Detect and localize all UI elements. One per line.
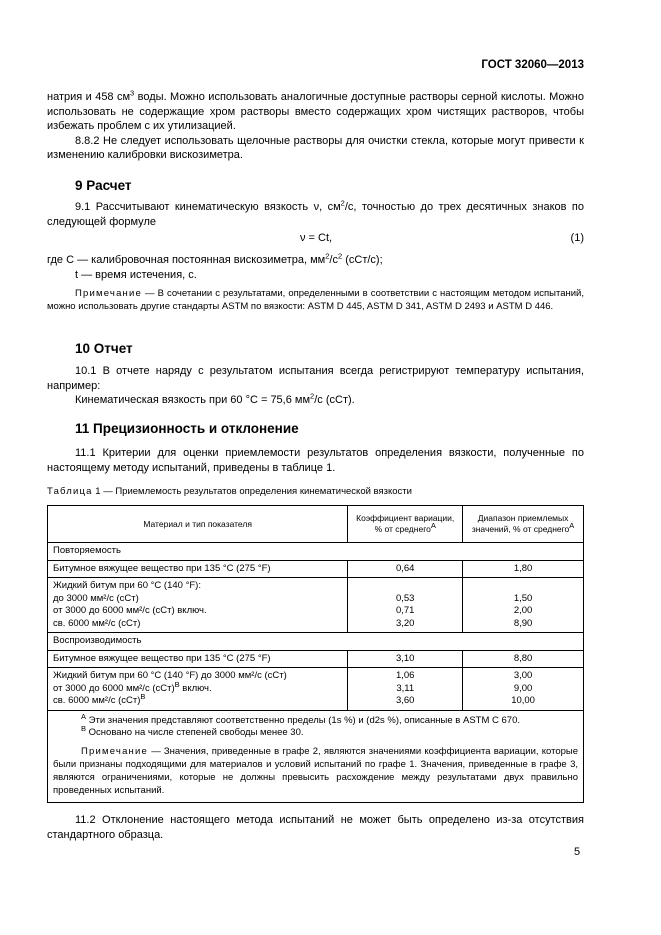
formula-expression: ν = Ct, (300, 232, 333, 244)
page-number: 5 (574, 846, 581, 858)
header-range: Диапазон приемлемых значений, % от среднего$^A$ (463, 506, 584, 543)
section-10-body (47, 364, 584, 408)
table-footnotes (48, 710, 584, 802)
section-11-title: 11 Прецизионность и отклонение (75, 421, 299, 436)
table-group-row (48, 633, 584, 651)
header-material: Материал и тип показателя (48, 506, 348, 543)
section-11-2 (47, 813, 584, 842)
row-variation: 0,53 0,71 3,20 (348, 578, 463, 633)
table-caption: Таблица 1 — Приемлемость результатов определения кинематической вязкости (47, 486, 412, 497)
row-variation: 0,64 (348, 560, 463, 578)
paragraph-11-1: 11.1 Критерии для оценки приемлемости результатов определения вязкости, полученные по настоящему методу испытаний, приведены в таблице 1. (47, 447, 584, 474)
paragraph-10-example: Кинематическая вязкость при 60 °С = 75,6 $мм^2/с$ (сСт). (75, 391, 355, 406)
paragraph-10-1: 10.1 В отчете наряду с результатом испытания всегда регистрируют температуру испытания, например: (47, 365, 584, 392)
reproducibility-label: Воспроизводимость (48, 633, 584, 651)
row-range: 8,80 (463, 650, 584, 668)
where-t: t — время истечения, с. (75, 268, 197, 281)
section-9-body (47, 200, 584, 313)
row-label: Жидкий битум при 60 °С (140 °F) до 3000 мм²/с (сСт) от 3000 до 6000 мм²/с (сСт)$^B$ включ. св. 6000 мм²/с (сСт)$^B$ (48, 668, 348, 711)
footnotes-cell (48, 710, 584, 802)
row-label: Жидкий битум при 60 °С (140 °F): до 3000 мм²/с (сСт) от 3000 до 6000 мм²/с (сСт) включ. св. 6000 мм²/с (сСт) (48, 578, 348, 633)
table-row (48, 668, 584, 711)
row-range: 3,00 9,00 10,00 (463, 668, 584, 711)
where-c: где C — калибровочная постоянная вискозиметра, $мм^2/с^2$ (сСт/с); (47, 251, 383, 266)
table-1 (47, 505, 584, 803)
header-variation: Коэффициент вариации, % от среднего$^A$ (348, 506, 463, 543)
row-range: 1,50 2,00 8,90 (463, 578, 584, 633)
paragraph-8-8-2: 8.8.2 Не следует использовать щелочные растворы для очистки стекла, которые могут привести к изменению калибровки вискозиметра. (47, 134, 584, 161)
section-9-title: 9 Расчет (75, 178, 132, 193)
row-label: Битумное вяжущее вещество при 135 °С (275 °F) (48, 650, 348, 668)
row-label: Битумное вяжущее вещество при 135 °С (275 °F) (48, 560, 348, 578)
section-9-note: Примечание — В сочетании с результатами, определенными в соответствии с настоящим методом испытаний, можно использовать другие стандарты ASTM по вязкости: ASTM D 445, ASTM D 341, ASTM D 2493 и ASTM D 446. (47, 288, 584, 312)
table-note: Примечание — Значения, приведенные в графе 2, являются значениями коэффициента вариации, которые были признаны подходящими для материалов и условий испытаний по графе 1. Значения, приведенные в графе 3, являются ограничениями, которые не должны превысить расхождение между результатами двух правильно проведенных испытаний. (53, 745, 578, 796)
footnote-a: $^A$ Эти значения представляют соответственно пределы (1s %) и (d2s %), описанные в ASTM С 670. (81, 711, 521, 726)
table-header-row (48, 506, 584, 543)
continuation-paragraph: натрия и 458 $см^3$ воды. Можно использовать аналогичные доступные растворы серной кислоты. Можно использовать не содержащие хром растворы вместо содержащих хром чистящих растворов, чтобы избежать проблем с их утилизацией. (47, 88, 585, 132)
row-variation: 1,06 3,11 3,60 (348, 668, 463, 711)
continuation-block (47, 90, 584, 163)
repeatability-label: Повторяемость (48, 543, 584, 561)
table-row (48, 560, 584, 578)
footnote-b: $^B$ Основано на числе степеней свободы менее 30. (81, 723, 304, 738)
row-variation: 3,10 (348, 650, 463, 668)
formula-1 (47, 229, 584, 247)
row-range: 1,80 (463, 560, 584, 578)
paragraph-11-2: 11.2 Отклонение настоящего метода испытаний не может быть определено из-за отсутствия стандартного образца. (47, 814, 584, 841)
document-code: ГОСТ 32060—2013 (481, 59, 584, 71)
table-row (48, 578, 584, 633)
section-10-title: 10 Отчет (75, 341, 133, 356)
section-11-body (47, 446, 584, 475)
paragraph-9-1: 9.1 Рассчитывают кинематическую вязкость ν, $см^2/с$, точностью до трех десятичных знаков по следующей формуле (47, 198, 584, 228)
table-group-row (48, 543, 584, 561)
table-row (48, 650, 584, 668)
formula-number: (1) (570, 232, 584, 244)
